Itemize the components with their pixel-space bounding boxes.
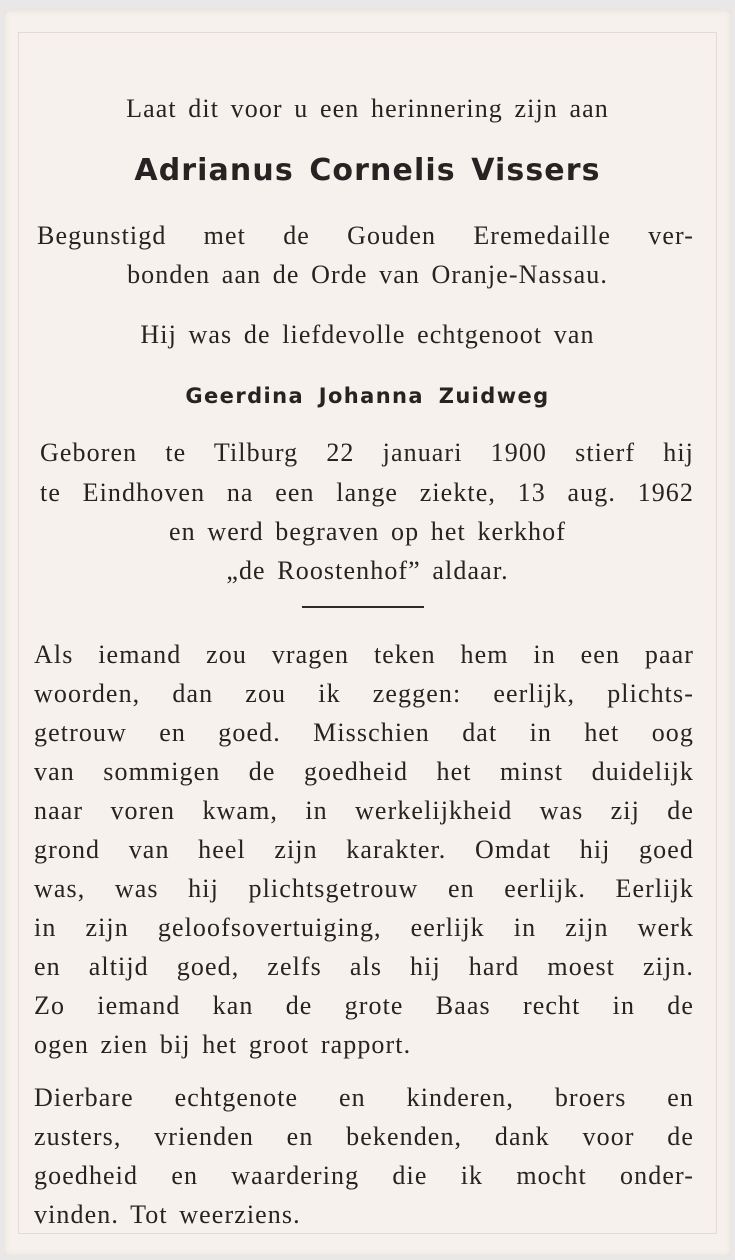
divider-rule xyxy=(302,606,424,608)
paragraph2-line-3: goedheid en waardering die ik mocht onder- xyxy=(34,1161,694,1190)
spouse-intro: Hij was de liefdevolle echtgenoot van xyxy=(140,320,595,349)
paragraph1-line-5: naar voren kwam, in werkelijkheid was zij de xyxy=(34,796,694,825)
life-line-2: te Eindhoven na een lange ziekte, 13 aug. 1962 xyxy=(40,478,694,507)
paragraph1-line-7: was, was hij plichtsgetrouw en eerlijk. Eerlijk xyxy=(34,874,694,903)
life-line-3: en werd begraven op het kerkhof xyxy=(168,517,566,546)
paragraph1-line-2: woorden, dan zou ik zeggen: eerlijk, plichts- xyxy=(34,679,694,708)
life-line-1: Geboren te Tilburg 22 januari 1900 stierf hij xyxy=(40,438,694,467)
paragraph1-line-11: ogen zien bij het groot rapport. xyxy=(34,1030,412,1059)
deceased-name: Adrianus Cornelis Vissers xyxy=(134,153,601,188)
paragraph1-line-1: Als iemand zou vragen teken hem in een paar xyxy=(34,640,694,669)
paragraph1-line-6: grond van heel zijn karakter. Omdat hij goed xyxy=(34,835,694,864)
paragraph1-line-9: en altijd goed, zelfs als hij hard moest zijn. xyxy=(34,952,694,981)
spouse-name: Geerdina Johanna Zuidweg xyxy=(185,384,550,408)
life-line-4: „de Roostenhof” aldaar. xyxy=(226,556,509,585)
paragraph1-line-10: Zo iemand kan de grote Baas recht in de xyxy=(34,991,694,1020)
paragraph2-line-1: Dierbare echtgenote en kinderen, broers en xyxy=(34,1083,694,1112)
paragraph1-line-3: getrouw en goed. Misschien dat in het oog xyxy=(34,718,694,747)
honour-line-1: Begunstigd met de Gouden Eremedaille ver- xyxy=(37,221,694,250)
paragraph2-line-4: vinden. Tot weerziens. xyxy=(34,1200,301,1229)
paragraph2-line-2: zusters, vrienden en bekenden, dank voor de xyxy=(34,1122,694,1151)
paragraph1-line-4: van sommigen de goedheid het minst duidelijk xyxy=(34,757,694,786)
memorial-card xyxy=(4,10,731,1256)
honour-line-2: bonden aan de Orde van Oranje-Nassau. xyxy=(127,260,608,289)
intro-line: Laat dit voor u een herinnering zijn aan xyxy=(126,94,609,123)
paragraph1-line-8: in zijn geloofsovertuiging, eerlijk in zijn werk xyxy=(34,913,694,942)
